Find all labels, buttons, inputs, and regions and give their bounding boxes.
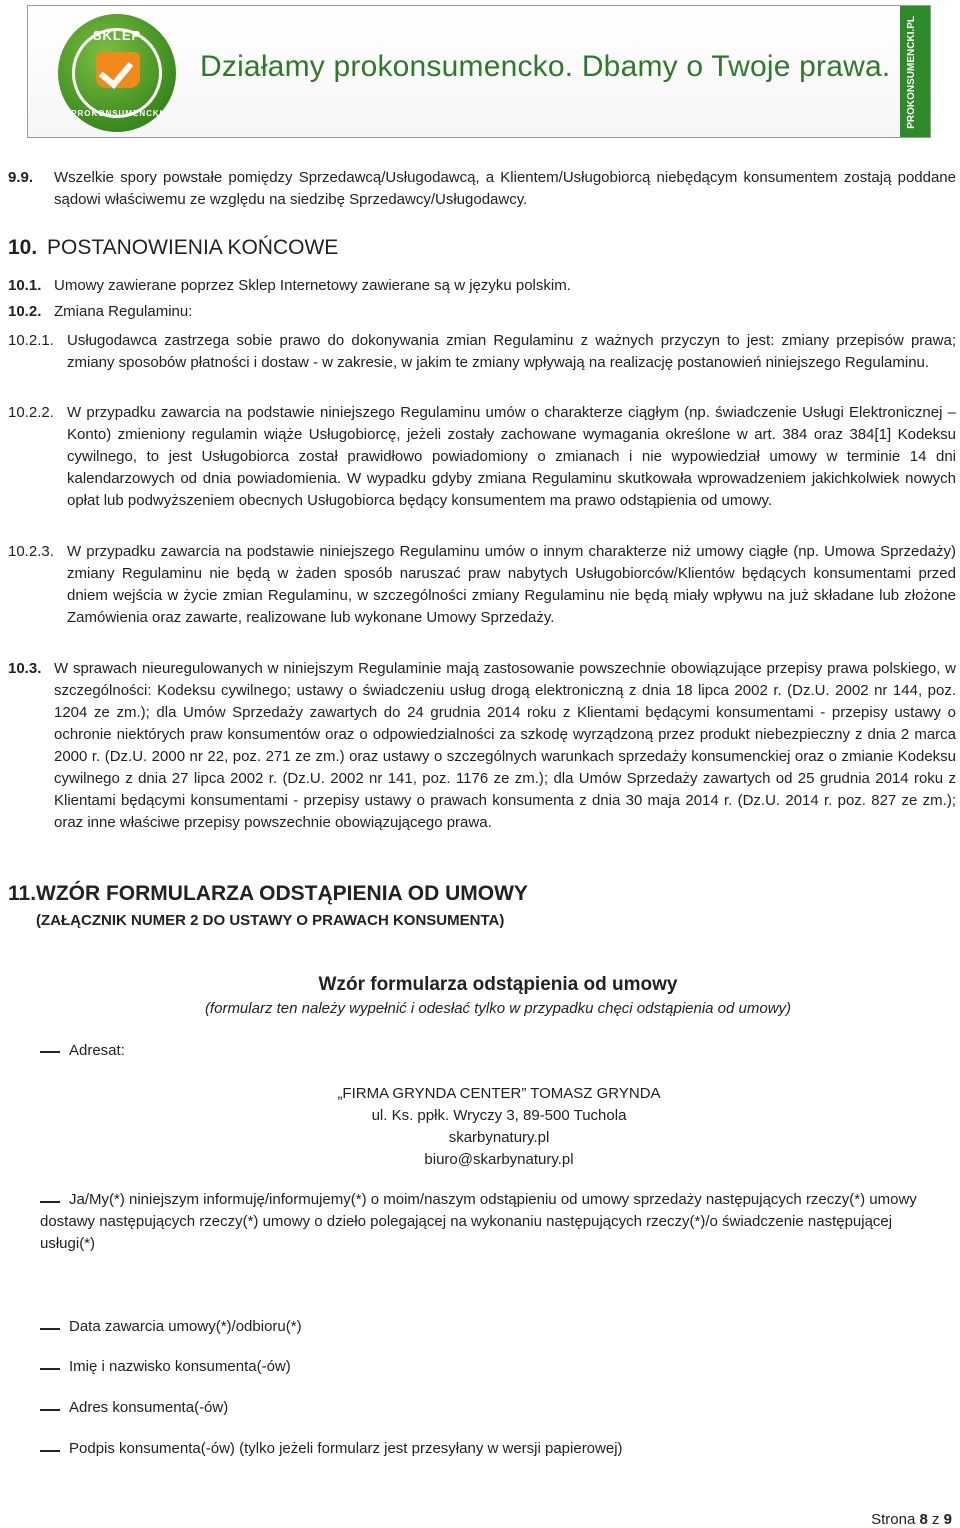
section-10-2-2-text: W przypadku zawarcia na podstawie niniejszego Regulaminu umów o charakterze ciągłym (np. świadczenie Usługi Elektronicznej – Konto) zmieniony regulamin wiąże Usługobiorcę, jeżeli zostały zachowane wymagania określone w art. 384 oraz 384[1] Kodeksu cywilnego, to jest Usługobiorca został prawidłowo powiadomiony o zmianach i nie wypowiedział umowy w terminie 14 dni kalendarzowych od dnia powiadomienia. W wypadku gdyby zmiana Regulaminu skutkowała wprowadzeniem jakichkolwiek nowych opłat lub podwyższeniem obecnych Usługobiorca będący konsumentem ma prawo odstąpienia od umowy. xyxy=(67,404,956,509)
banner-side-text: PROKONSUMENCKI.PL xyxy=(906,16,917,129)
section-10-1-number: 10.1. xyxy=(8,277,42,294)
section-9-9-text: Wszelkie spory powstałe pomiędzy Sprzedawcą/Usługodawcą, a Klientem/Usługobiorcą niebędącym konsumentem zostają poddane sądowi właściwemu ze względu na siedzibę Sprzedawcy/Usługodawcy. xyxy=(54,169,956,208)
dash-bullet xyxy=(40,1450,60,1452)
page-sep: z xyxy=(931,1511,940,1528)
check-icon xyxy=(99,53,134,89)
address-line: „FIRMA GRYNDA CENTER” TOMASZ GRYNDA xyxy=(337,1085,661,1102)
statement-text: Ja/My(*) niniejszym informuję/informujemy(*) o moim/naszym odstąpieniu od umowy sprzedaży następujących rzeczy(*) umowy dostawy następujących rzeczy(*) umowy o dzieło polegającej na wykonaniu następujących rzeczy(*)/o świadczenie następującej usługi(*) xyxy=(40,1191,917,1252)
address-block xyxy=(0,1083,960,1171)
section-10-3-number: 10.3. xyxy=(8,660,42,677)
address-line: biuro@skarbynatury.pl xyxy=(424,1151,574,1168)
section-10-heading-number: 10. xyxy=(8,236,38,259)
section-10-2-number: 10.2. xyxy=(8,303,42,320)
banner-slogan: Działamy prokonsumencko. Dbamy o Twoje prawa. xyxy=(200,50,891,83)
field-consumer-name: Imię i nazwisko konsumenta(-ów) xyxy=(69,1358,291,1375)
header-banner xyxy=(27,5,931,138)
section-10-2-3-text: W przypadku zawarcia na podstawie niniejszego Regulaminu umów o innym charakterze niż umowy ciągłe (np. Umowa Sprzedaży) zmiany Regulaminu nie będą w żaden sposób naruszać praw nabytych Usługobiorców/Klientów będących konsumentami przed dniem wejścia w życie zmian Regulaminu, w szczególności zmiany Regulaminu nie będą miały wpływu na już składane lub złożone Zamówienia oraz zawarte, realizowane lub wykonane Umowy Sprzedaży. xyxy=(67,543,956,626)
section-11-heading: WZÓR FORMULARZA ODSTĄPIENIA OD UMOWY xyxy=(36,882,528,905)
adresat-label: Adresat: xyxy=(69,1042,125,1059)
page-prefix: Strona xyxy=(871,1511,916,1528)
section-10-1-text: Umowy zawierane poprzez Sklep Internetowy zawierane są w języku polskim. xyxy=(54,277,571,294)
field-signature: Podpis konsumenta(-ów) (tylko jeżeli formularz jest przesyłany w wersji papierowej) xyxy=(69,1440,623,1457)
shop-logo xyxy=(58,14,176,132)
page-total: 9 xyxy=(943,1511,952,1528)
dash-bullet xyxy=(40,1368,60,1370)
section-10-2-1-text: Usługodawca zastrzega sobie prawo do dokonywania zmian Regulaminu z ważnych przyczyn to jest: zmiany przepisów prawa; zmiany sposobów płatności i dostaw - w zakresie, w jakim te zmiany wpływają na realizację postanowień niniejszego Regulaminu. xyxy=(67,332,956,371)
logo-top-text: SKLEP xyxy=(92,28,142,43)
logo-bottom-text: PROKONSUMENCKI xyxy=(71,109,163,118)
address-line: ul. Ks. ppłk. Wryczy 3, 89-500 Tuchola xyxy=(371,1107,627,1124)
section-11-subheading: (ZAŁĄCZNIK NUMER 2 DO USTAWY O PRAWACH KONSUMENTA) xyxy=(36,912,505,929)
section-11-heading-number: 11. xyxy=(8,882,37,905)
address-line: skarbynatury.pl xyxy=(448,1129,550,1146)
form-title: Wzór formularza odstąpienia od umowy xyxy=(318,974,678,995)
page-current: 8 xyxy=(919,1511,928,1528)
field-contract-date: Data zawarcia umowy(*)/odbioru(*) xyxy=(69,1318,302,1335)
section-10-2-text: Zmiana Regulaminu: xyxy=(54,303,193,320)
cart-icon xyxy=(96,52,140,88)
dash-bullet xyxy=(40,1328,60,1330)
section-10-2-1-number: 10.2.1. xyxy=(8,332,54,349)
form-subtitle: (formularz ten należy wypełnić i odesłać tylko w przypadku chęci odstąpienia od umowy) xyxy=(204,1000,792,1017)
page-number xyxy=(871,1511,952,1528)
dash-bullet xyxy=(40,1051,60,1053)
section-10-3-text: W sprawach nieuregulowanych w niniejszym Regulaminie mają zastosowanie powszechnie obowiązujące przepisy prawa polskiego, w szczególności: Kodeksu cywilnego; ustawy o świadczeniu usług drogą elektroniczną z dnia 18 lipca 2002 r. (Dz.U. 2002 nr 144, poz. 1204 ze zm.); dla Umów Sprzedaży zawartych do 24 grudnia 2014 roku z Klientami będącymi konsumentami - przepisy ustawy o ochronie niektórych praw konsumentów oraz o odpowiedzialności za szkodę wyrządzoną przez produkt niebezpieczny z dnia 2 marca 2000 r. (Dz.U. 2000 nr 22, poz. 271 ze zm.) oraz ustawy o szczególnych warunkach sprzedaży konsumenckiej oraz o zmianie Kodeksu cywilnego z dnia 27 lipca 2002 r. (Dz.U. 2002 nr 141, poz. 1176 ze zm.); dla Umów Sprzedaży zawartych od 25 grudnia 2014 roku z Klientami będącymi konsumentami - przepisy ustawy o prawach konsumenta z dnia 30 maja 2014 r. (Dz.U. 2014 r. poz. 827 ze zm.); oraz inne właściwe przepisy powszechnie obowiązującego prawa. xyxy=(54,660,956,831)
dash-bullet xyxy=(40,1409,60,1411)
section-10-2-3-number: 10.2.3. xyxy=(8,543,54,560)
field-consumer-address: Adres konsumenta(-ów) xyxy=(69,1399,229,1416)
section-9-9-number: 9.9. xyxy=(8,169,34,186)
section-10-2-2-number: 10.2.2. xyxy=(8,404,54,421)
section-10-heading: POSTANOWIENIA KOŃCOWE xyxy=(47,236,339,259)
banner-side-strip xyxy=(900,6,930,137)
